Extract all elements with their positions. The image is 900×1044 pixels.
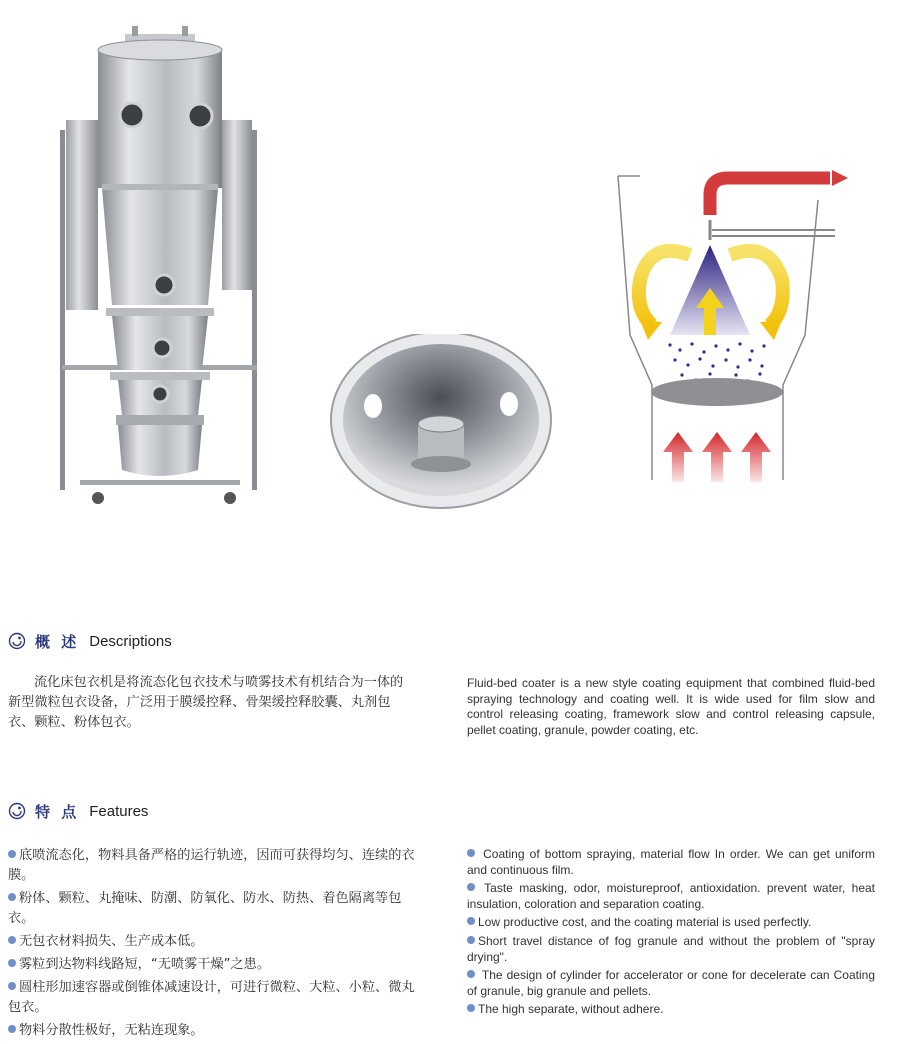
feature-item-cn: 雾粒到达物料线路短，“无喷雾干燥”之患。 bbox=[8, 955, 418, 975]
feature-item-cn: 圆柱形加速容器或倒锥体减速设计，可进行微粒、大粒、小粒、微丸包衣。 bbox=[8, 980, 415, 1015]
bullet-icon bbox=[467, 917, 475, 925]
chamber-image bbox=[328, 334, 554, 514]
feature-item-en: Coating of bottom spraying, material flow In order. We can get uniform and continuous film. bbox=[467, 847, 875, 877]
feature-item-en: Taste masking, odor, moistureproof, antioxidation. prevent water, heat insulation, coloration and separation coating. bbox=[467, 881, 875, 911]
feature-item-cn: 底喷流态化，物料具备严格的运行轨迹，因而可获得均匀、连续的衣膜。 bbox=[8, 848, 415, 883]
feature-item-cn: 物料分散性极好，无粘连现象。 bbox=[8, 1021, 418, 1041]
bullet-icon bbox=[8, 936, 16, 944]
descriptions-heading bbox=[8, 630, 172, 652]
bullet-icon bbox=[467, 883, 475, 891]
descriptions-text-cn: 流化床包衣机是将流态化包衣技术与喷雾技术有机结合为一体的新型微粒包衣设备，广泛用于膜缓控释、骨架缓控释胶囊、丸剂包衣、颗粒、粉体包衣。 bbox=[8, 675, 404, 730]
section-circle-icon bbox=[8, 632, 26, 650]
feature-item-cn: 无包衣材料损失、生产成本低。 bbox=[8, 932, 418, 952]
section-circle-icon bbox=[8, 802, 26, 820]
feature-item-en: Low productive cost, and the coating material is used perfectly. bbox=[467, 915, 875, 931]
bullet-icon bbox=[467, 970, 475, 978]
feature-item-en: The design of cylinder for accelerator or cone for decelerate can Coating of granule, big granule and pellets. bbox=[467, 968, 875, 998]
machine-image bbox=[40, 20, 280, 520]
bullet-icon bbox=[8, 959, 16, 967]
airflow-diagram bbox=[600, 160, 860, 490]
bullet-icon bbox=[8, 893, 16, 901]
bullet-icon bbox=[467, 936, 475, 944]
features-list-cn bbox=[8, 846, 418, 1044]
bullet-icon bbox=[467, 1004, 475, 1012]
descriptions-heading-cn: 概 述 bbox=[35, 632, 80, 651]
bullet-icon bbox=[8, 982, 16, 990]
feature-item-cn: 粉体、颗粒、丸掩味、防潮、防氧化、防水、防热、着色隔离等包衣。 bbox=[8, 891, 402, 926]
features-heading bbox=[8, 800, 148, 822]
feature-item-en: Short travel distance of fog granule and without the problem of "spray drying". bbox=[467, 934, 875, 964]
bullet-icon bbox=[467, 849, 475, 857]
features-list-en bbox=[467, 847, 875, 1021]
descriptions-text-en: Fluid-bed coater is a new style coating equipment that combined fluid-bed spraying technology and coating well. It is wide used for film slow and control releasing coating, framework slow and control releasing capsule, pellet coating, granule, powder coating, etc. bbox=[467, 676, 875, 737]
particles bbox=[668, 342, 765, 382]
descriptions-heading-en: Descriptions bbox=[89, 632, 172, 650]
features-heading-en: Features bbox=[89, 802, 149, 820]
feature-item-en: The high separate, without adhere. bbox=[467, 1002, 875, 1018]
bullet-icon bbox=[8, 850, 16, 858]
bullet-icon bbox=[8, 1025, 16, 1033]
features-heading-cn: 特 点 bbox=[35, 802, 80, 821]
